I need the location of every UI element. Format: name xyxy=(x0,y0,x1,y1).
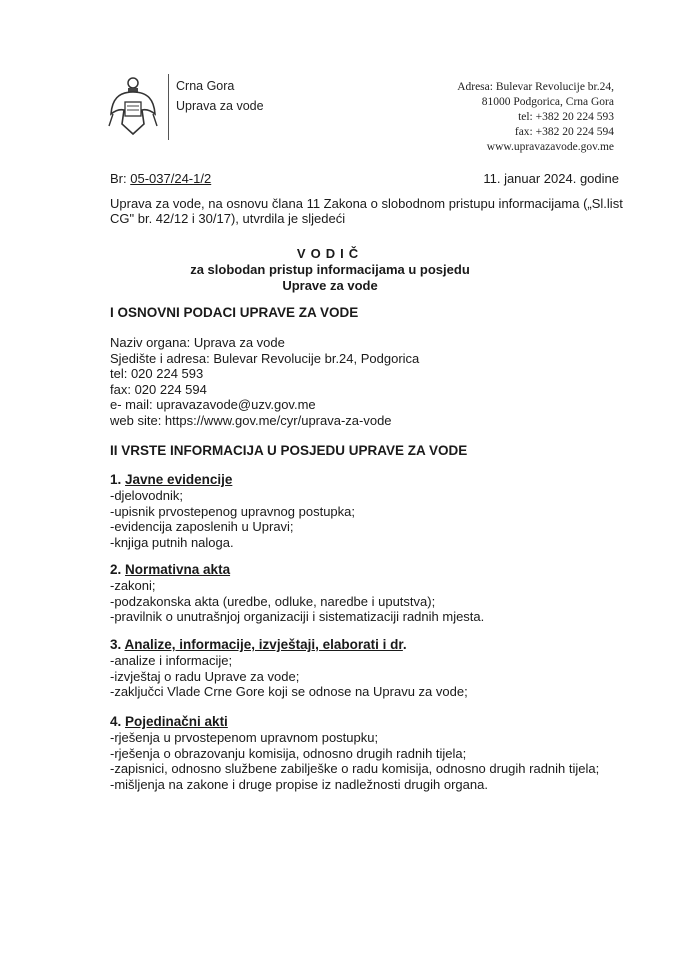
group-individual-acts xyxy=(110,713,599,792)
reference-number xyxy=(110,171,211,186)
list-item: -rješenja o obrazovanju komisija, odnosno drugih radnih tijela; xyxy=(110,745,467,761)
list-item: -rješenja u prvostepenom upravnom postupku; xyxy=(110,730,379,745)
group-number: 1. xyxy=(110,472,122,487)
group-public-records xyxy=(110,471,355,550)
list-item: -pravilnik o unutrašnjoj organizaciji i sistematizaciji radnih mjesta. xyxy=(110,609,485,624)
org-name xyxy=(176,76,264,116)
info-fax: fax: 020 224 594 xyxy=(110,381,207,397)
title-subtitle: za slobodan pristup informacijama u posjedu xyxy=(190,262,470,277)
group-number: 4. xyxy=(110,714,122,729)
list-item: -zaključci Vlade Crne Gore koji se odnose na Upravu za vode; xyxy=(110,684,468,699)
group-heading xyxy=(110,561,484,578)
section-2-heading: II VRSTE INFORMACIJA U POSJEDU UPRAVE ZA VODE xyxy=(110,443,468,458)
intro-paragraph: Uprava za vode, na osnovu člana 11 Zakona o slobodnom pristupu informacijama („Sl.list CG" br. 42/12 i 30/17), utvrdila je sljedeći xyxy=(110,196,623,226)
contact-block xyxy=(457,80,614,155)
group-title: Pojedinačni akti xyxy=(125,714,228,729)
group-heading xyxy=(110,713,599,730)
info-name: Naziv organa: Uprava za vode xyxy=(110,335,285,350)
document-title xyxy=(110,246,550,294)
info-tel: tel: 020 224 593 xyxy=(110,366,204,381)
info-email: e- mail: upravazavode@uzv.gov.me xyxy=(110,397,316,412)
contact-website: www.upravazavode.gov.me xyxy=(486,141,614,153)
info-address: Sjedište i adresa: Bulevar Revolucije br.24, Podgorica xyxy=(110,350,420,366)
org-agency: Uprava za vode xyxy=(176,99,264,113)
list-item: -analize i informacije; xyxy=(110,653,233,668)
group-normative-acts xyxy=(110,561,484,625)
basic-info xyxy=(110,335,419,428)
org-country: Crna Gora xyxy=(176,79,235,93)
group-heading xyxy=(110,636,468,653)
list-item: -podzakonska akta (uredbe, odluke, naredbe i uputstva); xyxy=(110,593,436,609)
group-title: Normativna akta xyxy=(125,562,231,577)
contact-tel: tel: +382 20 224 593 xyxy=(518,111,614,123)
section-1-heading: I OSNOVNI PODACI UPRAVE ZA VODE xyxy=(110,305,359,320)
group-heading xyxy=(110,471,355,488)
group-analyses-reports xyxy=(110,636,468,700)
list-item: -mišljenja na zakone i druge propise iz nadležnosti drugih organa. xyxy=(110,776,488,792)
reference-value: 05-037/24-1/2 xyxy=(130,171,212,186)
list-item: -izvještaj o radu Uprave za vode; xyxy=(110,668,300,684)
group-title-suffix: . xyxy=(402,637,407,652)
group-title: Javne evidencije xyxy=(125,472,233,487)
list-item: -upisnik prvostepenog upravnog postupka; xyxy=(110,503,355,519)
contact-address: Adresa: Bulevar Revolucije br.24, xyxy=(457,81,614,93)
reference-label: Br: xyxy=(110,171,127,186)
list-item: -knjiga putnih naloga. xyxy=(110,534,234,550)
coat-of-arms-icon xyxy=(108,76,158,138)
title-main: VODIČ xyxy=(296,246,364,261)
group-number: 3. xyxy=(110,637,122,652)
title-subtitle-2: Uprave za vode xyxy=(282,278,378,293)
contact-city: 81000 Podgorica, Crna Gora xyxy=(481,96,614,108)
info-website: web site: https://www.gov.me/cyr/uprava-za-vode xyxy=(110,412,392,428)
group-number: 2. xyxy=(110,562,122,577)
list-item: -zapisnici, odnosno službene zabilješke o radu komisija, odnosno drugih radnih tijela; xyxy=(110,761,600,776)
list-item: -evidencija zaposlenih u Upravi; xyxy=(110,519,294,534)
list-item: -zakoni; xyxy=(110,578,156,593)
contact-fax: fax: +382 20 224 594 xyxy=(514,126,614,138)
letterhead-divider xyxy=(168,74,169,140)
document-date: 11. januar 2024. godine xyxy=(483,171,619,186)
list-item: -djelovodnik; xyxy=(110,488,183,503)
group-title: Analize, informacije, izvještaji, elaborati i dr xyxy=(124,637,403,652)
